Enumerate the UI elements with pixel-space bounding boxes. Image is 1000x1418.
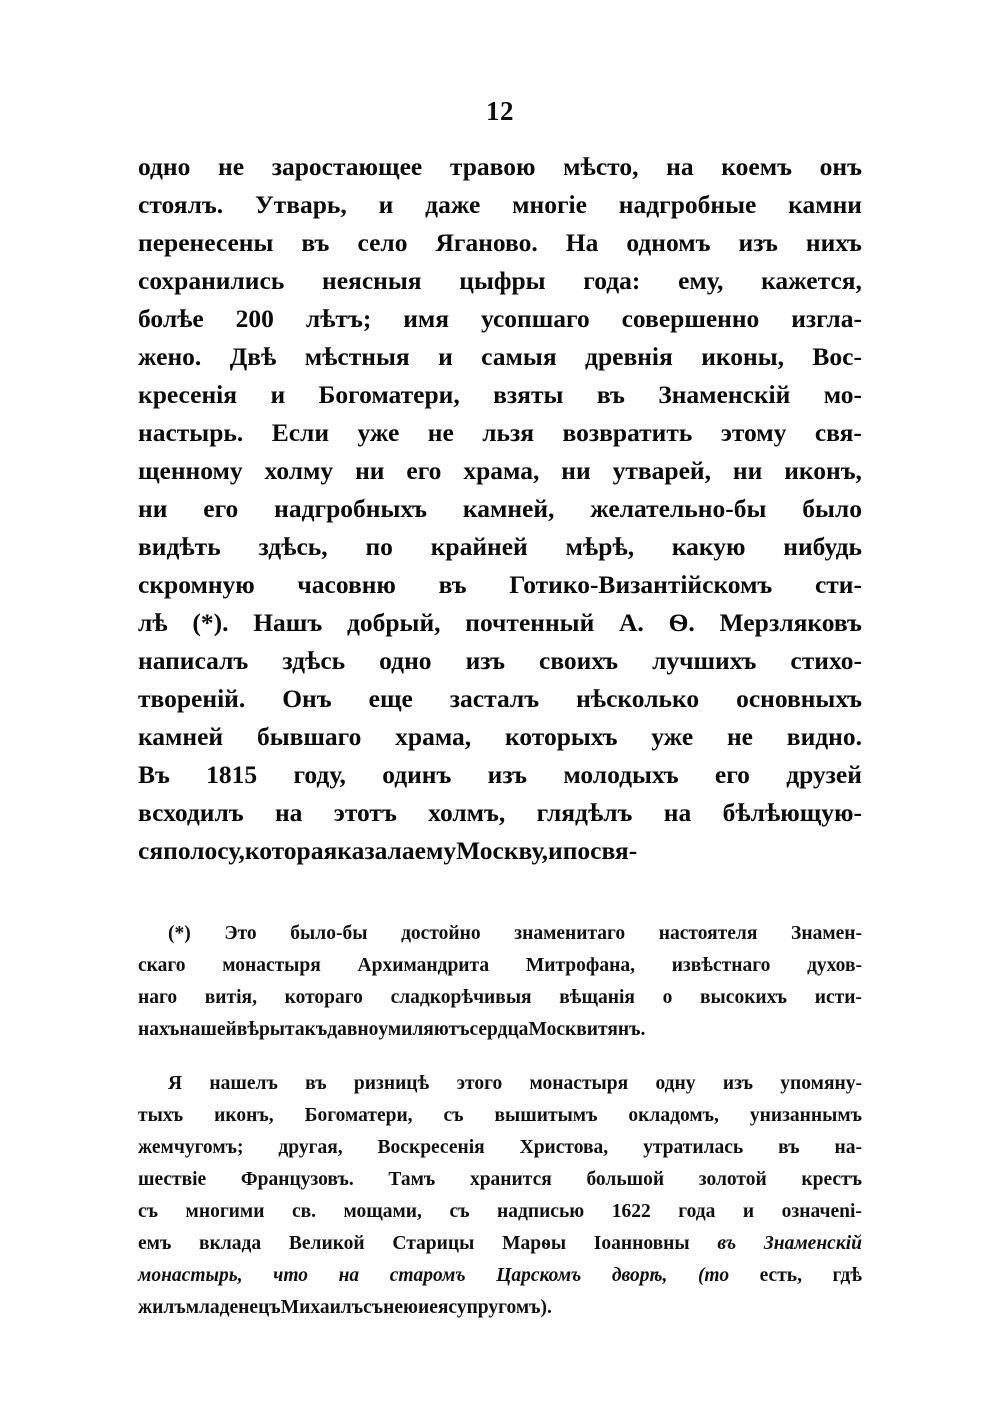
word: часовню (297, 570, 396, 599)
text-line (138, 262, 862, 300)
word: Онъ (282, 684, 332, 713)
word: многими (185, 1201, 265, 1222)
word: имя (403, 304, 450, 333)
word: на (338, 1265, 360, 1286)
word: изъ (738, 228, 778, 257)
footnote (138, 918, 862, 1046)
word: заростающее (271, 152, 423, 181)
word: камней (138, 722, 224, 751)
word: нѣсколько (576, 684, 700, 713)
word: утварей, (612, 456, 711, 485)
text-line (138, 1260, 862, 1292)
word: почтенный (465, 608, 595, 637)
word: видѣть (138, 532, 221, 561)
text-line (138, 1164, 862, 1196)
word: своихъ (539, 646, 619, 675)
word: цыфры (459, 266, 546, 295)
word: о (662, 987, 673, 1008)
word: не (218, 152, 245, 181)
word: Архимандрита (357, 955, 490, 976)
word: и (438, 342, 453, 371)
text-line (138, 1014, 862, 1046)
word: настырь. (138, 418, 244, 447)
word: и (378, 190, 394, 219)
word: достойно (401, 923, 481, 944)
word: и (742, 1201, 755, 1222)
word: глядѣлъ (536, 798, 633, 827)
word: и (417, 1297, 430, 1318)
word: твореній. (138, 684, 246, 713)
word: нею (383, 1297, 418, 1318)
word: жилъ (138, 1297, 186, 1318)
word: холмъ, (428, 798, 506, 827)
word: было-бы (290, 923, 368, 944)
word: Яганово. (435, 228, 538, 257)
word: многіе (512, 190, 587, 219)
word: на (663, 798, 692, 827)
text-line (138, 528, 862, 566)
word: не (726, 722, 753, 751)
word: было (802, 494, 862, 523)
word: Великой (288, 1233, 365, 1254)
word: ся (138, 836, 164, 865)
word: усопшаго (481, 304, 590, 333)
word: Двѣ (229, 342, 277, 371)
page-number: 12 (486, 96, 514, 126)
word: года: (583, 266, 641, 295)
word: лѣтъ; (305, 304, 372, 333)
word: совершенно (621, 304, 760, 333)
word: Ѳ. (668, 608, 695, 637)
word: полосу, (163, 836, 245, 865)
word: изъ (722, 1073, 753, 1094)
word: камни (788, 190, 862, 219)
word: которыхъ (505, 722, 618, 751)
word: знаменитаго (514, 923, 626, 944)
word: болѣе (138, 304, 204, 333)
word: съ (138, 1201, 159, 1222)
word: которая (244, 836, 338, 865)
word: ему (414, 836, 457, 865)
word: взяты (493, 380, 564, 409)
word: (то (697, 1265, 730, 1286)
word: ризницѣ (353, 1073, 430, 1094)
word: другая, (278, 1137, 343, 1158)
word: Богоматери, (318, 380, 460, 409)
word: этого (456, 1073, 503, 1094)
word: золотой (698, 1169, 767, 1190)
word: на (274, 798, 303, 827)
word: кажется, (761, 266, 862, 295)
word: бывшаго (256, 722, 362, 751)
word: этому (720, 418, 787, 447)
text-line (138, 1228, 862, 1260)
word: Михаилъ (280, 1297, 364, 1318)
word: изгла- (791, 304, 862, 333)
word: Готико-Византійскомъ (509, 570, 773, 599)
word: написалъ (138, 646, 249, 675)
word: травою (449, 152, 536, 181)
word: изъ (487, 760, 528, 789)
text-line (138, 1068, 862, 1100)
word: нихъ (805, 228, 862, 257)
word: нашелъ (209, 1073, 278, 1094)
text-line (138, 338, 862, 376)
word: дворѣ, (611, 1265, 668, 1286)
word: высокихъ (700, 987, 788, 1008)
word: мощами, (343, 1201, 422, 1222)
word: вѣры (236, 1019, 286, 1040)
word: всходилъ (138, 798, 244, 827)
word: мѣсто, (563, 152, 639, 181)
word: окладомъ, (628, 1105, 719, 1126)
word: унизаннымъ (749, 1105, 862, 1126)
word: вѣщанія (559, 987, 635, 1008)
word: село (357, 228, 408, 257)
word: одномъ (626, 228, 711, 257)
word: Знаменскій (763, 1233, 862, 1254)
text-line (138, 1196, 862, 1228)
word: его (406, 456, 442, 485)
text-line (138, 918, 862, 950)
word: Знамен- (791, 923, 862, 944)
word: духов- (807, 955, 862, 976)
word: скаго (138, 955, 186, 976)
word: Царскомъ (496, 1265, 582, 1286)
word: Мерзляковъ (719, 608, 862, 637)
word: ни (138, 494, 168, 523)
word: казала (337, 836, 415, 865)
word: храма, (395, 722, 472, 751)
word: Старицы (392, 1233, 475, 1254)
word: большой (586, 1169, 665, 1190)
footnote (138, 1068, 862, 1324)
word: утратилась (643, 1137, 744, 1158)
word: котораго (284, 987, 363, 1008)
word: витія, (204, 987, 257, 1008)
word: молодыхъ (563, 760, 679, 789)
word: щенному (138, 456, 243, 485)
word: надписью (496, 1201, 585, 1222)
word: жемчугомъ; (138, 1137, 244, 1158)
word: по (365, 532, 393, 561)
word: самыя (481, 342, 557, 371)
word: стоялъ. (138, 190, 224, 219)
word: одну (655, 1073, 696, 1094)
word: сохранились (138, 266, 285, 295)
word: съ (443, 1105, 464, 1126)
word: уже (651, 722, 694, 751)
word: здѣсь, (258, 532, 328, 561)
word: Если (271, 418, 330, 447)
text-line (138, 642, 862, 680)
text-line (138, 224, 862, 262)
word: монастыря (222, 955, 321, 976)
word: на- (834, 1137, 862, 1158)
word: шествіе (138, 1169, 207, 1190)
word: хранится (469, 1169, 552, 1190)
word: году, (293, 760, 346, 789)
text-line (138, 604, 862, 642)
text-line (138, 756, 862, 794)
word: Утварь, (254, 190, 347, 219)
word: ему, (678, 266, 724, 295)
word: древнія (585, 342, 673, 371)
word: монастыря (529, 1073, 629, 1094)
word: Французовъ. (240, 1169, 354, 1190)
word: лучшихъ (652, 646, 757, 675)
word: Я (168, 1073, 183, 1094)
text-line (138, 148, 862, 186)
word: 1622 (611, 1201, 651, 1222)
text-line (138, 566, 862, 604)
word: Это (224, 923, 257, 944)
word: св. (291, 1201, 317, 1222)
word: въ (305, 1073, 327, 1094)
word: года (678, 1201, 716, 1222)
word: Воскресенія (377, 1137, 485, 1158)
word: съ (449, 1201, 470, 1222)
word: онъ (819, 152, 862, 181)
word: Тамъ (388, 1169, 436, 1190)
word: сердца (469, 1019, 529, 1040)
word: ни (561, 456, 591, 485)
word: (*). (192, 608, 229, 637)
word: на (666, 152, 694, 181)
word: крестъ (801, 1169, 862, 1190)
word: Богоматери, (304, 1105, 413, 1126)
word: нахъ (138, 1019, 180, 1040)
word: гдѣ (832, 1265, 862, 1286)
word: Вос- (812, 342, 862, 371)
word: надгробныхъ (274, 494, 428, 523)
word: въ (717, 1233, 737, 1254)
word: мѣстныя (304, 342, 410, 371)
word: Іоанновны (593, 1233, 690, 1254)
word: Нашъ (253, 608, 323, 637)
word: еще (368, 684, 413, 713)
word: его (203, 494, 239, 523)
word: одно (138, 152, 191, 181)
body-text-block (138, 148, 862, 870)
word: нибудь (783, 532, 862, 561)
word: жено. (138, 342, 202, 371)
word: ея (429, 1297, 449, 1318)
word: въ (778, 1137, 800, 1158)
word: что (273, 1265, 309, 1286)
text-line (138, 414, 862, 452)
text-line (138, 186, 862, 224)
word: даже (425, 190, 481, 219)
word: мѣрѣ, (565, 532, 635, 561)
text-line (138, 452, 862, 490)
word: извѣстнаго (671, 955, 771, 976)
text-line (138, 950, 862, 982)
word: супругомъ). (448, 1297, 552, 1318)
word: друзей (786, 760, 862, 789)
word: этотъ (333, 798, 397, 827)
word: Москву, (456, 836, 549, 865)
word: На (565, 228, 599, 257)
word: камней, (462, 494, 555, 523)
text-line (138, 490, 862, 528)
word: иконы, (701, 342, 784, 371)
word: скромную (138, 570, 255, 599)
word: свя- (814, 418, 862, 447)
word: Христова, (519, 1137, 609, 1158)
word: съ (363, 1297, 384, 1318)
word: крайней (430, 532, 528, 561)
word: неясныя (322, 266, 422, 295)
word: исти- (814, 987, 862, 1008)
word: монастырь, (138, 1265, 243, 1286)
word: иконъ, (784, 456, 862, 485)
word: давно (327, 1019, 379, 1040)
word: одно (379, 646, 432, 675)
word: изъ (465, 646, 505, 675)
word: перенесены (138, 228, 274, 257)
word: не (427, 418, 454, 447)
word: тыхъ (138, 1105, 184, 1126)
word: въ (301, 228, 330, 257)
word: 1815 (206, 760, 258, 789)
word: и (548, 836, 563, 865)
text-line (138, 718, 862, 756)
word: А. (619, 608, 644, 637)
text-line (138, 680, 862, 718)
text-line (138, 832, 862, 870)
word: холму (264, 456, 334, 485)
text-line (138, 1292, 862, 1324)
word: основныхъ (736, 684, 862, 713)
word: желательно-бы (590, 494, 767, 523)
word: одинъ (382, 760, 452, 789)
word: вышитымъ (494, 1105, 598, 1126)
word: сти- (814, 570, 862, 599)
word: Марѳы (502, 1233, 567, 1254)
word: такъ (285, 1019, 328, 1040)
word: стихо- (790, 646, 862, 675)
word: Митрофана, (525, 955, 635, 976)
word: кресенія (138, 380, 238, 409)
word: вклада (199, 1233, 262, 1254)
word: посвя- (562, 836, 638, 865)
text-line (138, 1100, 862, 1132)
word: наго (138, 987, 178, 1008)
word: мо- (823, 380, 862, 409)
word: видно. (786, 722, 862, 751)
word: какую (671, 532, 746, 561)
word: возвратить (562, 418, 693, 447)
word: храма, (463, 456, 540, 485)
word: умиляютъ (378, 1019, 470, 1040)
word: ни (355, 456, 385, 485)
word: упомяну- (780, 1073, 862, 1094)
word: сладкорѣчивыя (390, 987, 532, 1008)
word: въ (438, 570, 467, 599)
word: 200 (235, 304, 274, 333)
word: настоятеля (658, 923, 758, 944)
word: бѣлѣющую- (722, 798, 862, 827)
word: старомъ (389, 1265, 466, 1286)
word: льзя (482, 418, 535, 447)
word: есть, (759, 1265, 802, 1286)
text-line (138, 1132, 862, 1164)
word: (*) (168, 923, 191, 944)
word: Въ (138, 760, 170, 789)
word: лѣ (138, 608, 168, 637)
word: младенецъ (185, 1297, 281, 1318)
word: нашей (179, 1019, 237, 1040)
word: его (714, 760, 750, 789)
word: засталъ (449, 684, 540, 713)
word: добрый, (346, 608, 441, 637)
text-line (138, 794, 862, 832)
word: уже (357, 418, 400, 447)
word: емъ (138, 1233, 172, 1254)
word: Знаменскій (658, 380, 791, 409)
text-line (138, 982, 862, 1014)
word: и (270, 380, 286, 409)
word: иконъ, (214, 1105, 274, 1126)
footnote-block (138, 918, 862, 1346)
word: Москвитянъ. (528, 1019, 646, 1040)
word: означеni- (781, 1201, 862, 1222)
word: коемъ (721, 152, 792, 181)
word: ни (732, 456, 763, 485)
word: въ (596, 380, 625, 409)
text-line (138, 376, 862, 414)
word: надгробные (618, 190, 757, 219)
text-line (138, 300, 862, 338)
word: здѣсь (282, 646, 346, 675)
